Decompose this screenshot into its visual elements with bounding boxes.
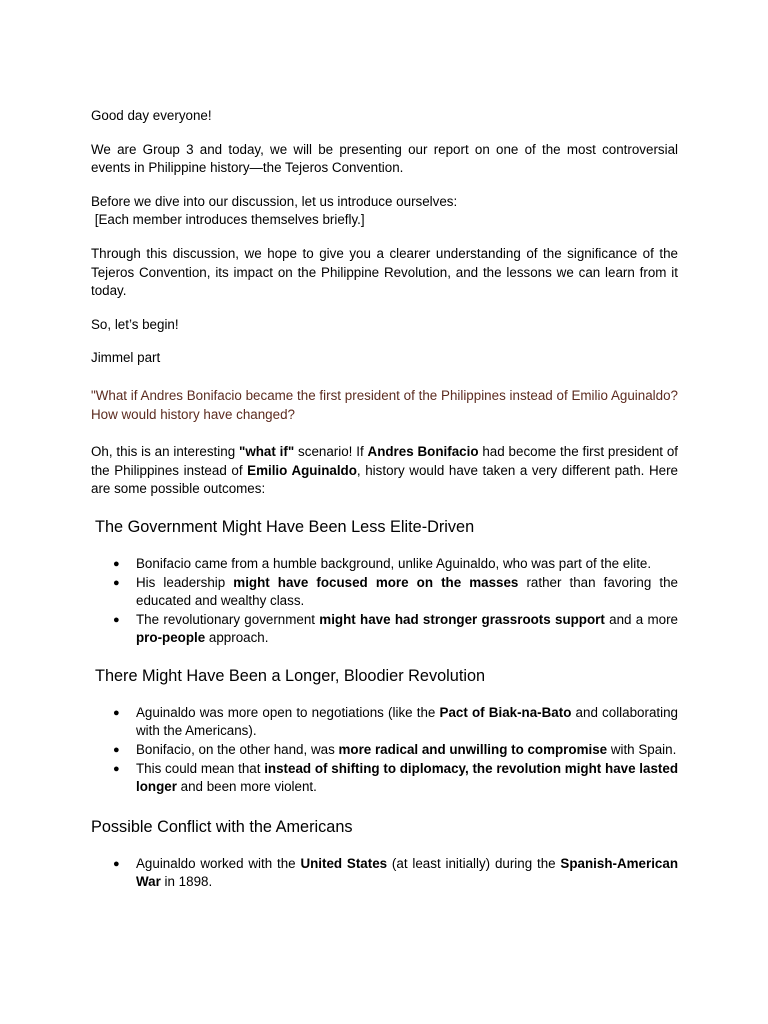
bullet-bold-text: pro-people [136,630,206,646]
bullet-item [113,760,678,797]
bullet-bold-text: might have focused more on the masses [233,574,519,590]
bullet-text: This could mean that [136,760,265,776]
greeting-paragraph: Good day everyone! [91,108,212,123]
bullet-text: with Spain. [607,742,677,758]
section-heading: The Government Might Have Been Less Elite-Driven [95,517,475,536]
speaker-part-label: Jimmel part [91,350,161,366]
answer-text: , history would have taken a very different path. Here are some possible outcomes: [91,462,678,497]
bullet-text: Aguinaldo worked with the [136,855,301,871]
bullet-text: approach. [205,630,269,646]
intro-paragraph: We are Group 3 and today, we will be presenting our report on one of the most controversial events in Philippine history—the Tejeros Convention. [91,141,678,176]
introduce-paragraph [91,193,678,230]
answer-bold-what-if: "what if" [238,444,295,460]
answer-text: Oh, this is an interesting [91,444,239,460]
purpose-paragraph: Through this discussion, we hope to give you a clearer understanding of the significance of the Tejeros Convention, its impact on the Philippine Revolution, and the lessons we can learn from it today. [91,245,678,299]
bullet-text: in 1898. [160,874,213,890]
bullet-text: and been more violent. [176,779,317,795]
answer-paragraph [91,443,678,499]
answer-bold-bonifacio: Andres Bonifacio [367,444,479,460]
bullet-dot-icon: ● [113,557,120,570]
bullet-dot-icon: ● [113,744,120,757]
section-heading: There Might Have Been a Longer, Bloodier Revolution [95,666,486,685]
bullet-text: and collaborating with the Americans). [136,704,678,739]
section-heading: Possible Conflict with the Americans [91,817,353,836]
bullet-dot-icon: ● [113,576,120,589]
bullet-bold-text: Pact of Biak-na-Bato [439,704,572,720]
section-bullet-list [91,704,678,797]
member-introduction-note: [Each member introduces themselves briefly.] [91,212,365,228]
bullet-bold-text: might have had stronger grassroots support [319,611,605,627]
bullet-item [113,741,678,760]
bullet-bold-text: instead of shifting to diplomacy, the revolution might have lasted longer [136,760,678,795]
answer-bold-aguinaldo: Emilio Aguinaldo [247,462,357,478]
bullet-bold-text: more radical and unwilling to compromise [338,742,608,758]
bullet-bold-text: Spanish-American War [136,855,678,890]
section-bullet-list [91,855,678,892]
what-if-question: "What if Andres Bonifacio became the first president of the Philippines instead of Emilio Aguinaldo? How would history have changed? [91,387,678,422]
document-page [91,107,678,892]
bullet-dot-icon: ● [113,613,120,626]
bullet-item [113,855,678,892]
bullet-item [113,704,678,741]
begin-paragraph: So, let’s begin! [91,316,179,332]
bullet-text: rather than favoring the educated and wealthy class. [136,574,678,609]
bullet-text: Bonifacio came from a humble background, unlike Aguinaldo, who was part of the elite. [136,555,652,571]
section-bullet-list [91,555,678,648]
bullet-dot-icon: ● [113,706,120,719]
bullet-text: and a more [604,611,678,627]
bullet-text: The revolutionary government [136,611,320,627]
bullet-item [113,555,678,574]
bullet-item [113,611,678,648]
bullet-text: Bonifacio, on the other hand, was [136,742,339,758]
introduce-line: Before we dive into our discussion, let us introduce ourselves: [91,193,458,209]
bullet-text: Aguinaldo was more open to negotiations (like the [136,704,440,720]
answer-text: scenario! If [294,444,368,460]
bullet-item [113,574,678,611]
bullet-text: His leadership [136,574,234,590]
bullet-dot-icon: ● [113,857,120,870]
bullet-bold-text: United States [300,855,388,871]
answer-text: had become the first president of the Philippines instead of [91,444,678,478]
bullet-text: (at least initially) during the [387,855,561,871]
bullet-dot-icon: ● [113,762,120,775]
